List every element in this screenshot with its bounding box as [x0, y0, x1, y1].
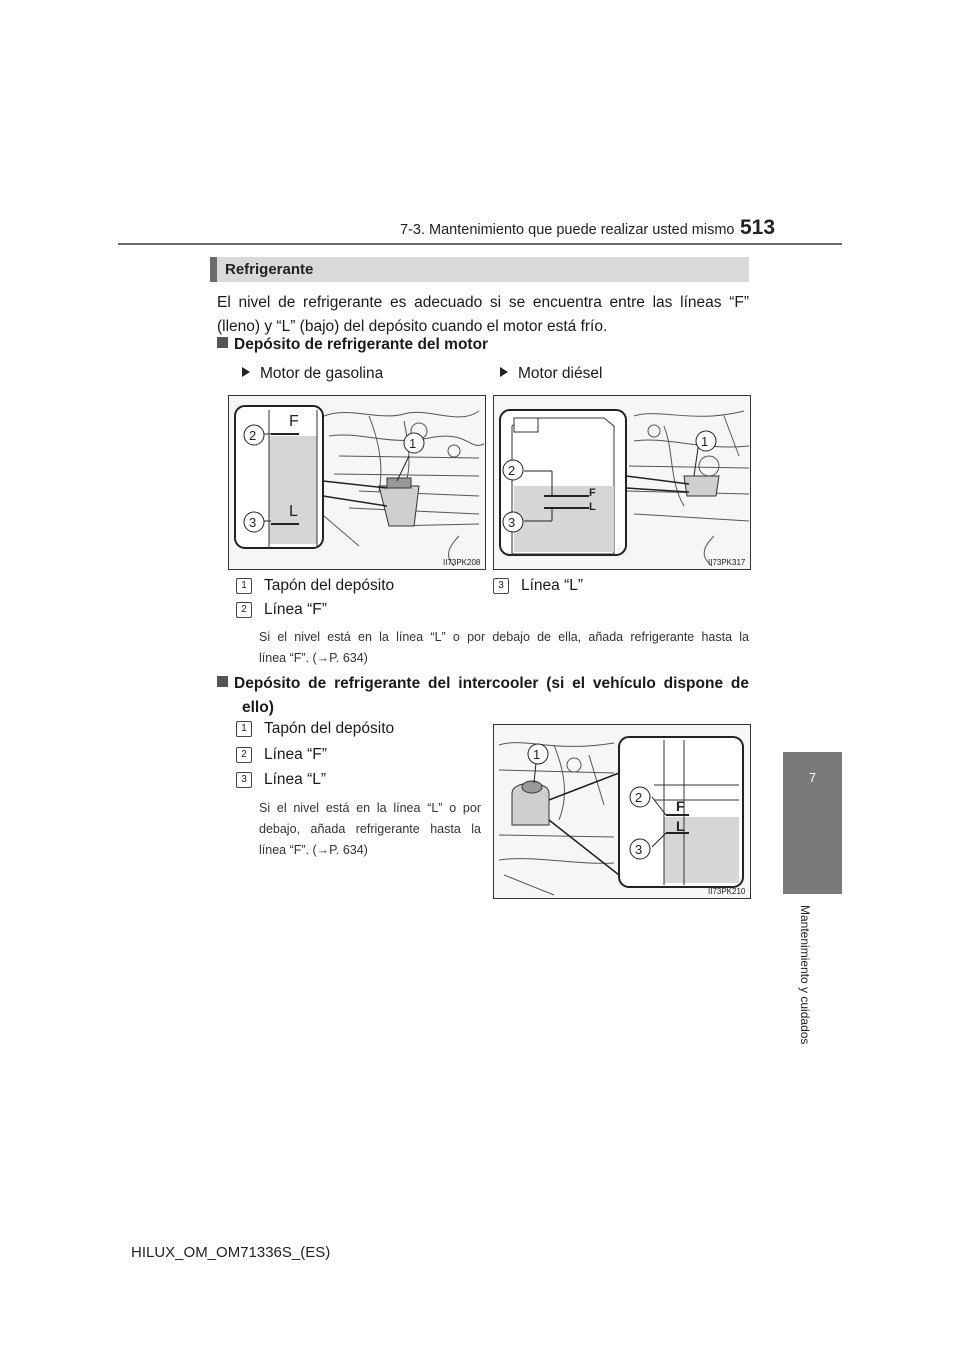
intercooler-coolant-heading — [217, 672, 749, 720]
header-section-title: 7-3. Mantenimiento que puede realizar usted mismo — [400, 222, 735, 238]
legend-number: 2 — [236, 747, 252, 763]
legend-item — [236, 771, 326, 789]
intercooler-callout-2: 2 — [635, 790, 643, 805]
gasoline-callout-1: 1 — [409, 436, 417, 451]
variant-diesel-label: Motor diésel — [518, 365, 603, 382]
legend-text: Línea “L” — [264, 771, 327, 788]
intro-line-2: (lleno) y “L” (bajo) del depósito cuando el motor está frío. — [217, 318, 608, 335]
figure-diesel-reservoir — [493, 395, 751, 570]
intercooler-reservoir-illustration — [494, 725, 750, 898]
gasoline-f-mark: F — [289, 413, 299, 430]
legend-text: Línea “F” — [264, 601, 327, 618]
legend-item — [236, 577, 394, 595]
note-line-2: línea “F”. (→P. 634) — [259, 651, 368, 665]
chapter-label: Mantenimiento y cuidados — [798, 905, 812, 1045]
chapter-tab — [783, 752, 842, 894]
gasoline-l-mark: L — [289, 503, 298, 520]
section-accent — [210, 257, 217, 282]
legend-text: Línea “F” — [264, 746, 327, 763]
diesel-callout-3: 3 — [508, 515, 516, 530]
diesel-reservoir-illustration — [494, 396, 750, 569]
note-line-1: Si el nivel está en la línea “L” o por — [259, 801, 481, 815]
intercooler-heading-line-2: ello) — [242, 699, 274, 716]
engine-coolant-heading — [217, 336, 488, 354]
note-line-3: línea “F”. (→P. 634) — [259, 843, 368, 857]
intercooler-callout-3: 3 — [635, 842, 643, 857]
legend-text: Línea “L” — [521, 577, 584, 594]
intercooler-f-mark: F — [676, 798, 685, 814]
legend-number: 3 — [493, 578, 509, 594]
figure-gasoline-reservoir — [228, 395, 486, 570]
figure-code-diesel: II73PK317 — [708, 558, 746, 567]
legend-text: Tapón del depósito — [264, 577, 395, 594]
legend-item — [236, 746, 327, 764]
engine-coolant-note — [259, 627, 749, 669]
legend-text: Tapón del depósito — [264, 720, 395, 737]
triangle-bullet-icon — [500, 367, 508, 377]
note-line-2: debajo, añada refrigerante hasta la — [259, 822, 481, 836]
diesel-callout-2: 2 — [508, 463, 516, 478]
gasoline-callout-3: 3 — [249, 515, 257, 530]
legend-number: 3 — [236, 772, 252, 788]
square-bullet-icon — [217, 676, 228, 687]
legend-number: 2 — [236, 602, 252, 618]
header-divider — [118, 243, 842, 245]
intro-paragraph — [217, 291, 749, 339]
diesel-f-mark: F — [589, 487, 596, 499]
section-title-bar — [210, 257, 749, 282]
square-bullet-icon — [217, 337, 228, 348]
diesel-l-mark: L — [589, 501, 596, 513]
variant-gasoline — [242, 365, 383, 383]
page-number: 513 — [740, 216, 776, 239]
intercooler-note — [259, 798, 481, 861]
legend-item — [236, 601, 327, 619]
diesel-callout-1: 1 — [701, 434, 709, 449]
section-title: Refrigerante — [225, 261, 314, 278]
chapter-number: 7 — [808, 770, 817, 785]
legend-number: 1 — [236, 721, 252, 737]
figure-code-gasoline: II73PK208 — [443, 558, 481, 567]
gasoline-reservoir-illustration — [229, 396, 485, 569]
intercooler-heading-line-1: Depósito de refrigerante del intercooler (si el vehículo dispone de — [234, 675, 749, 692]
variant-diesel — [500, 365, 602, 383]
intercooler-l-mark: L — [676, 818, 685, 834]
engine-coolant-heading-text: Depósito de refrigerante del motor — [234, 336, 489, 353]
gasoline-callout-2: 2 — [249, 428, 257, 443]
intercooler-callout-1: 1 — [533, 747, 541, 762]
intro-line-1: El nivel de refrigerante es adecuado si se encuentra entre las líneas “F” — [217, 294, 749, 311]
note-line-1: Si el nivel está en la línea “L” o por debajo de ella, añada refrigerante hasta la — [259, 630, 749, 644]
figure-code-intercooler: II73PK210 — [708, 887, 746, 896]
legend-number: 1 — [236, 578, 252, 594]
figure-intercooler-reservoir — [493, 724, 751, 899]
legend-item — [236, 720, 394, 738]
variant-gasoline-label: Motor de gasolina — [260, 365, 384, 382]
triangle-bullet-icon — [242, 367, 250, 377]
document-id: HILUX_OM_OM71336S_(ES) — [131, 1244, 331, 1261]
legend-item — [493, 577, 583, 595]
